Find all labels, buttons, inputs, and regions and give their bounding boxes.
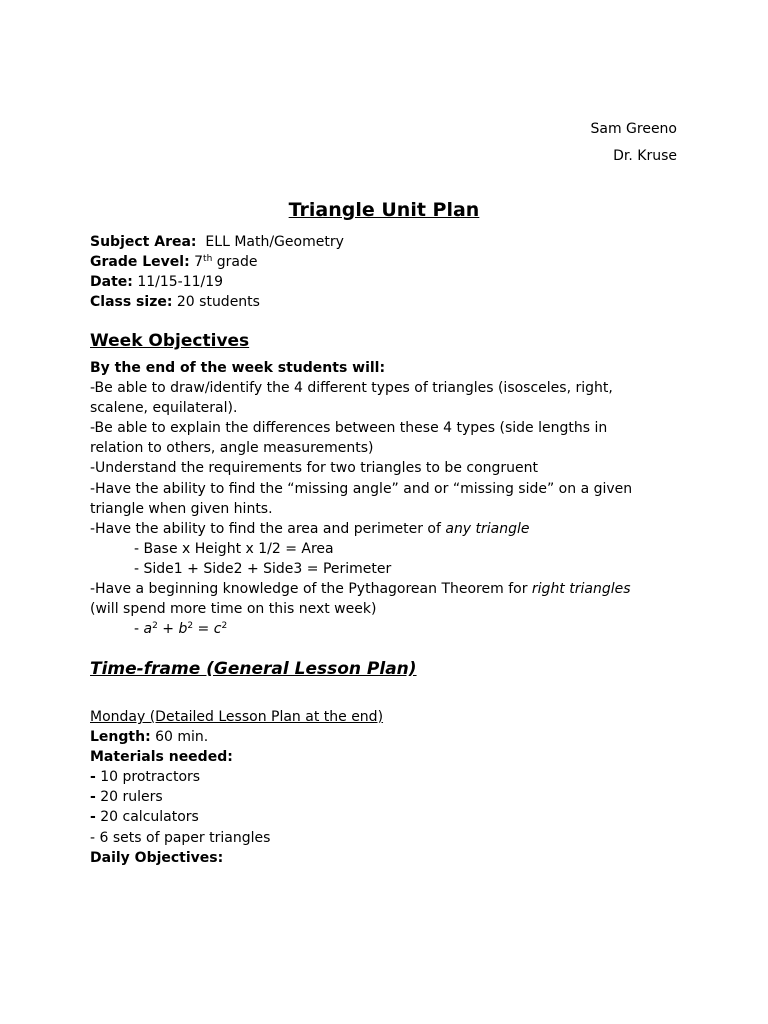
formula-a: a: [143, 621, 153, 638]
formula-b-exponent: 2: [187, 621, 194, 632]
timeframe-heading: Time-frame (General Lesson Plan): [90, 659, 417, 679]
author-name: Sam Greeno: [590, 121, 677, 137]
length-label: Length:: [90, 729, 151, 746]
grade-number: 7: [194, 254, 204, 271]
formula-a-exponent: 2: [152, 621, 158, 632]
material-dash: -: [90, 809, 96, 826]
formula-equals: =: [193, 621, 214, 638]
objective-line: -Have the ability to find the “missing angle” and or “missing side” on a given: [90, 480, 633, 497]
class-size-value: 20 students: [176, 294, 260, 311]
material-item: [90, 807, 690, 827]
material-text: 20 calculators: [95, 809, 199, 826]
class-size-label: Class size:: [90, 294, 173, 311]
grade-row: [90, 252, 690, 272]
area-objective-text: -Have the ability to find the area and perimeter of: [90, 520, 446, 537]
material-text: 6 sets of paper triangles: [95, 829, 271, 846]
length-value: 60 min.: [155, 729, 209, 746]
materials-label: Materials needed:: [90, 749, 233, 766]
class-size-row: [90, 292, 690, 312]
material-text: 10 protractors: [95, 769, 201, 786]
grade-ordinal: th: [203, 254, 213, 265]
objective-line: -Be able to explain the differences between these 4 types (side lengths in: [90, 420, 608, 437]
length-row: [90, 727, 690, 747]
material-dash: -: [90, 789, 96, 806]
objectives-intro: By the end of the week students will:: [90, 360, 386, 376]
instructor-name: Dr. Kruse: [613, 148, 677, 164]
grade-suffix: grade: [212, 254, 258, 271]
objective-line: triangle when given hints.: [90, 500, 273, 517]
formula-area: - Base x Height x 1/2 = Area: [134, 540, 334, 557]
material-dash: -: [90, 769, 96, 786]
material-item: [90, 767, 690, 787]
grade-label: Grade Level:: [90, 254, 190, 271]
plan-metadata: [90, 232, 690, 312]
week-objectives: [90, 358, 690, 639]
material-item: [90, 787, 690, 807]
formula-plus: +: [157, 621, 179, 638]
objective-line: -Understand the requirements for two triangles to be congruent: [90, 460, 539, 477]
subject-value: ELL Math/Geometry: [205, 234, 344, 250]
pythagorean-note: (will spend more time on this next week): [90, 601, 377, 618]
pythagorean-objective-text: -Have a beginning knowledge of the Pythagorean Theorem for: [90, 581, 532, 598]
week-objectives-heading: Week Objectives: [90, 331, 250, 351]
formula-c: c: [213, 621, 222, 638]
formula-b: b: [178, 621, 188, 638]
objective-pythagorean-line: [90, 579, 690, 599]
monday-heading: Monday (Detailed Lesson Plan at the end): [90, 709, 384, 725]
document-title: Triangle Unit Plan: [288, 199, 480, 221]
formula-perimeter: - Side1 + Side2 + Side3 = Perimeter: [134, 560, 392, 577]
subject-row: [90, 232, 690, 252]
formula-dash: -: [134, 621, 144, 638]
area-objective-emphasis: any triangle: [445, 520, 530, 537]
material-text: 20 rulers: [95, 789, 163, 806]
material-dash: -: [90, 829, 96, 846]
date-label: Date:: [90, 274, 133, 291]
objective-line: scalene, equilateral).: [90, 400, 238, 417]
pythagorean-objective-emphasis: right triangles: [531, 581, 631, 598]
objective-area-line: [90, 519, 690, 539]
pythagorean-formula: [90, 619, 690, 639]
objective-line: relation to others, angle measurements): [90, 440, 374, 457]
subject-label: Subject Area:: [90, 234, 197, 250]
formula-c-exponent: 2: [221, 621, 228, 632]
date-value: 11/15-11/19: [137, 274, 224, 291]
objective-line: -Be able to draw/identify the 4 different types of triangles (isosceles, right,: [90, 380, 613, 397]
material-item: [90, 828, 690, 848]
date-row: [90, 272, 690, 292]
monday-section: [90, 707, 690, 868]
daily-objectives-label: Daily Objectives:: [90, 849, 224, 866]
